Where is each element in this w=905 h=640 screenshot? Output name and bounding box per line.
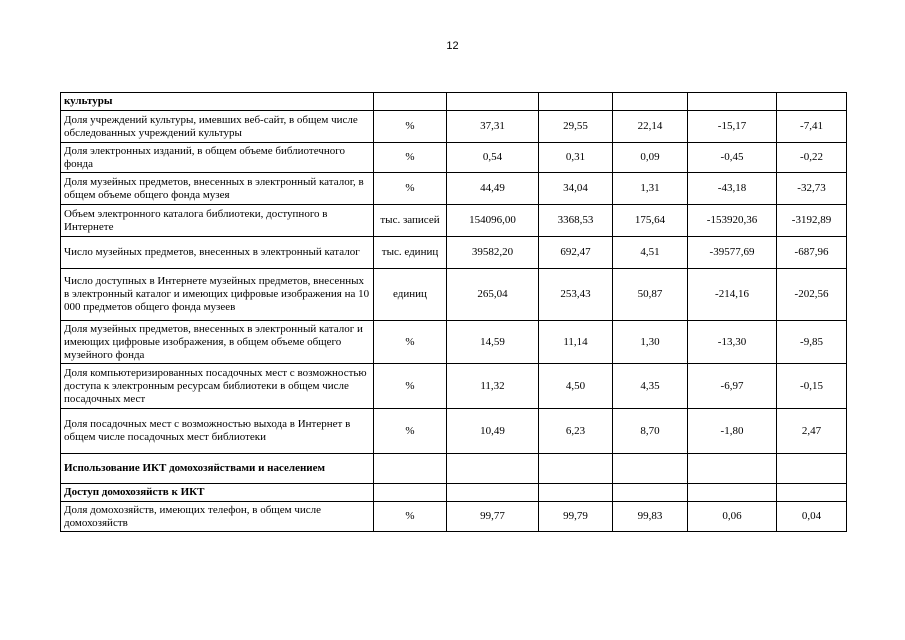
value-cell: 14,59: [447, 321, 539, 364]
unit-cell: %: [374, 321, 447, 364]
page-number: 12: [446, 40, 459, 52]
value-cell: -32,73: [777, 173, 847, 205]
value-cell: -1,80: [688, 409, 777, 454]
table-row: [61, 484, 847, 502]
value-cell: 253,43: [539, 269, 613, 321]
value-cell: -7,41: [777, 111, 847, 143]
value-cell: 0,31: [539, 143, 613, 173]
unit-cell: %: [374, 409, 447, 454]
value-cell: 0,04: [777, 502, 847, 532]
table-row: [61, 205, 847, 237]
value-cell: -153920,36: [688, 205, 777, 237]
value-cell: [539, 484, 613, 502]
value-cell: 692,47: [539, 237, 613, 269]
value-cell: 4,50: [539, 364, 613, 409]
value-cell: [688, 484, 777, 502]
value-cell: 29,55: [539, 111, 613, 143]
indicators-table: [60, 92, 847, 532]
value-cell: 44,49: [447, 173, 539, 205]
unit-cell: тыс. единиц: [374, 237, 447, 269]
value-cell: 0,06: [688, 502, 777, 532]
indicator-label: культуры: [61, 93, 374, 111]
table-row: [61, 111, 847, 143]
value-cell: 50,87: [613, 269, 688, 321]
indicator-label: Доля посадочных мест с возможностью выхода в Интернет в общем числе посадочных мест библиотеки: [61, 409, 374, 454]
value-cell: [613, 93, 688, 111]
value-cell: -214,16: [688, 269, 777, 321]
unit-cell: [374, 93, 447, 111]
table-row: [61, 321, 847, 364]
unit-cell: %: [374, 364, 447, 409]
indicator-label: Доля компьютеризированных посадочных мест с возможностью доступа к электронным ресурсам библиотеки в общем числе посадочных мест: [61, 364, 374, 409]
value-cell: [777, 454, 847, 484]
value-cell: 99,83: [613, 502, 688, 532]
value-cell: 6,23: [539, 409, 613, 454]
table-row: [61, 502, 847, 532]
value-cell: 99,77: [447, 502, 539, 532]
value-cell: [447, 484, 539, 502]
value-cell: -0,15: [777, 364, 847, 409]
value-cell: -39577,69: [688, 237, 777, 269]
value-cell: 154096,00: [447, 205, 539, 237]
indicator-label: Доля музейных предметов, внесенных в электронный каталог, в общем объеме общего фонда музея: [61, 173, 374, 205]
indicator-label: Доступ домохозяйств к ИКТ: [61, 484, 374, 502]
value-cell: -13,30: [688, 321, 777, 364]
value-cell: 0,54: [447, 143, 539, 173]
indicator-label: Число доступных в Интернете музейных предметов, внесенных в электронный каталог и имеющих цифровые изображения на 10 000 предметов общего фонда музеев: [61, 269, 374, 321]
indicator-label: Объем электронного каталога библиотеки, доступного в Интернете: [61, 205, 374, 237]
value-cell: [539, 93, 613, 111]
value-cell: -15,17: [688, 111, 777, 143]
value-cell: 0,09: [613, 143, 688, 173]
value-cell: -0,45: [688, 143, 777, 173]
value-cell: 22,14: [613, 111, 688, 143]
value-cell: 11,14: [539, 321, 613, 364]
indicator-label: Доля домохозяйств, имеющих телефон, в общем числе домохозяйств: [61, 502, 374, 532]
value-cell: -202,56: [777, 269, 847, 321]
value-cell: 39582,20: [447, 237, 539, 269]
value-cell: [613, 484, 688, 502]
value-cell: -3192,89: [777, 205, 847, 237]
value-cell: 1,31: [613, 173, 688, 205]
value-cell: -43,18: [688, 173, 777, 205]
value-cell: 175,64: [613, 205, 688, 237]
value-cell: -9,85: [777, 321, 847, 364]
value-cell: -687,96: [777, 237, 847, 269]
unit-cell: [374, 484, 447, 502]
value-cell: 3368,53: [539, 205, 613, 237]
value-cell: 10,49: [447, 409, 539, 454]
value-cell: [539, 454, 613, 484]
value-cell: 37,31: [447, 111, 539, 143]
value-cell: [447, 454, 539, 484]
unit-cell: %: [374, 502, 447, 532]
unit-cell: [374, 454, 447, 484]
value-cell: 1,30: [613, 321, 688, 364]
unit-cell: единиц: [374, 269, 447, 321]
table-row: [61, 454, 847, 484]
value-cell: 4,35: [613, 364, 688, 409]
value-cell: [688, 93, 777, 111]
table-row: [61, 237, 847, 269]
value-cell: [688, 454, 777, 484]
value-cell: -6,97: [688, 364, 777, 409]
unit-cell: %: [374, 143, 447, 173]
table-row: [61, 173, 847, 205]
table-row: [61, 409, 847, 454]
value-cell: 8,70: [613, 409, 688, 454]
unit-cell: %: [374, 111, 447, 143]
value-cell: 11,32: [447, 364, 539, 409]
unit-cell: тыс. записей: [374, 205, 447, 237]
table-row: [61, 269, 847, 321]
table-row: [61, 93, 847, 111]
value-cell: [613, 454, 688, 484]
value-cell: 265,04: [447, 269, 539, 321]
indicator-label: Доля музейных предметов, внесенных в электронный каталог и имеющих цифровые изображения, в общем объеме общего музейного фонда: [61, 321, 374, 364]
table-row: [61, 364, 847, 409]
value-cell: [777, 93, 847, 111]
value-cell: [447, 93, 539, 111]
indicator-label: Доля электронных изданий, в общем объеме библиотечного фонда: [61, 143, 374, 173]
value-cell: 99,79: [539, 502, 613, 532]
indicator-label: Число музейных предметов, внесенных в электронный каталог: [61, 237, 374, 269]
value-cell: 4,51: [613, 237, 688, 269]
indicator-label: Использование ИКТ домохозяйствами и населением: [61, 454, 374, 484]
value-cell: [777, 484, 847, 502]
table-row: [61, 143, 847, 173]
unit-cell: %: [374, 173, 447, 205]
indicator-label: Доля учреждений культуры, имевших веб-сайт, в общем числе обследованных учреждений культуры: [61, 111, 374, 143]
value-cell: 34,04: [539, 173, 613, 205]
value-cell: -0,22: [777, 143, 847, 173]
value-cell: 2,47: [777, 409, 847, 454]
